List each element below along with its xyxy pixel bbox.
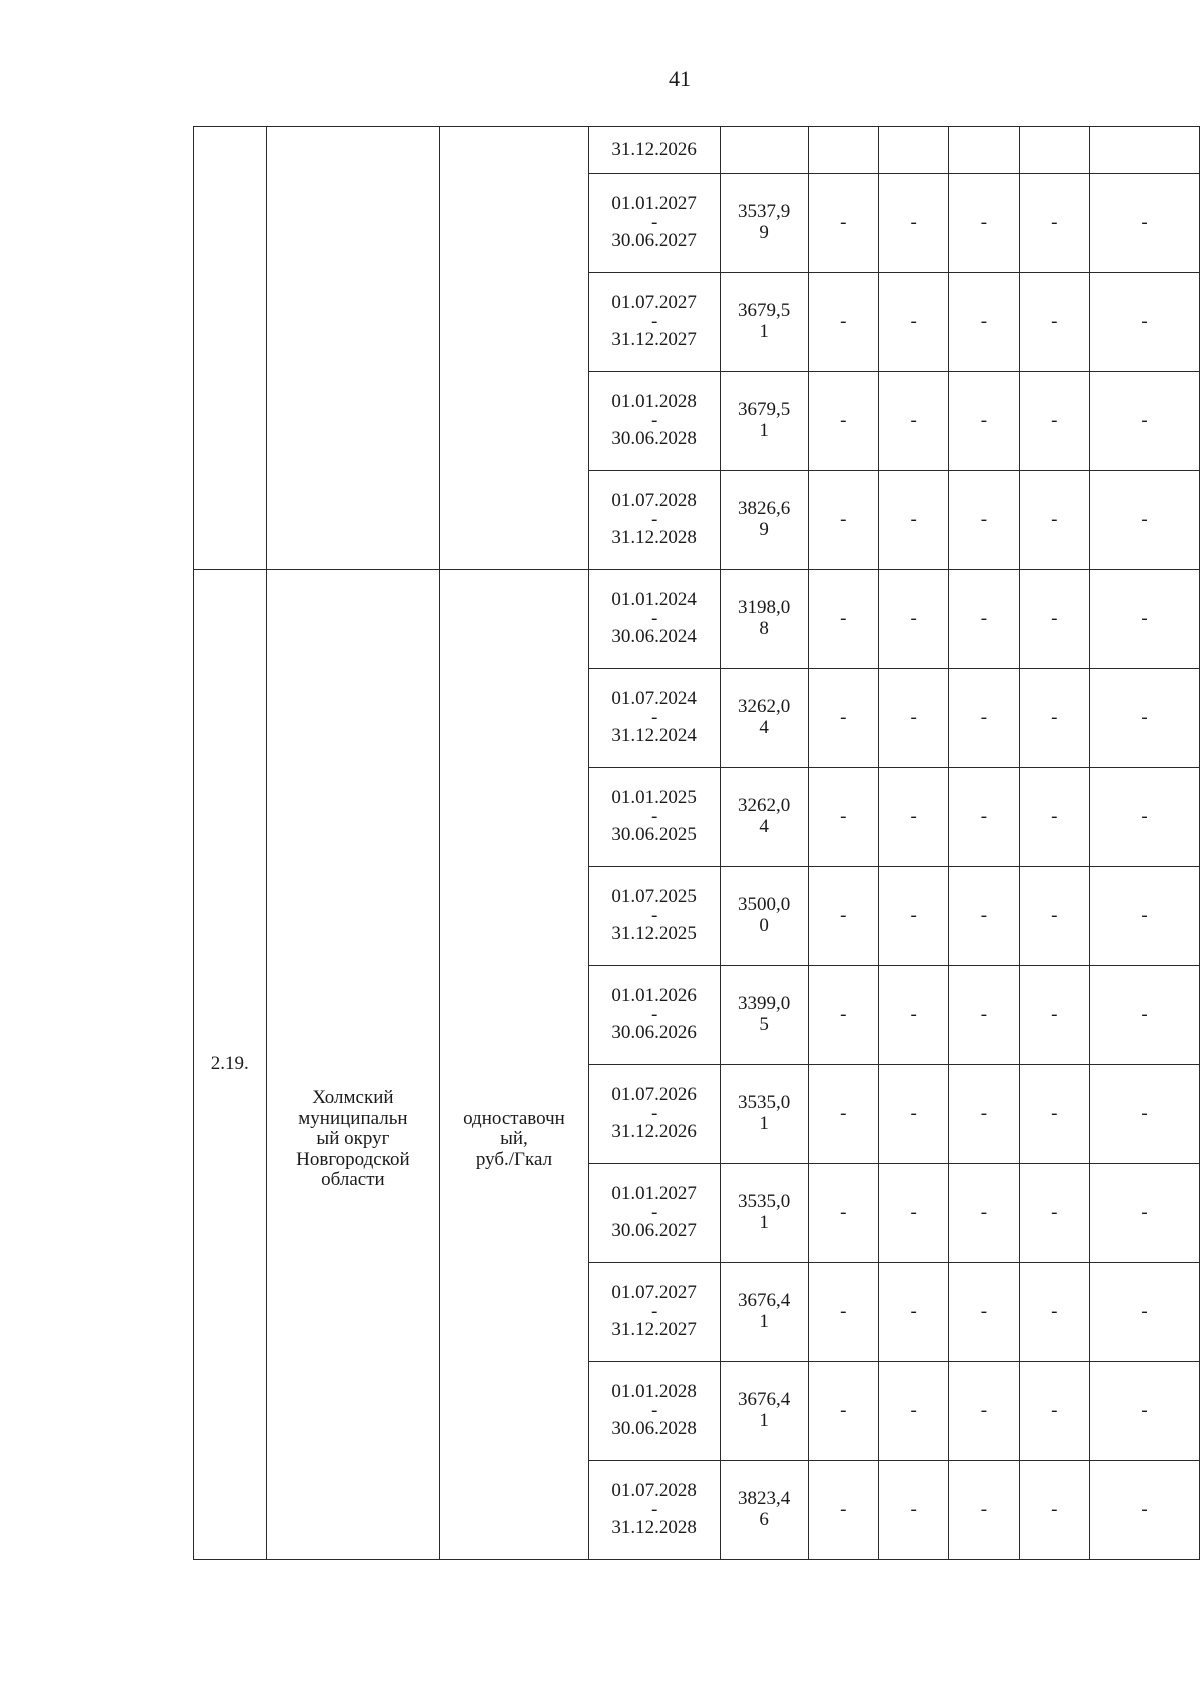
- tariff-value-line1: 3262,0: [737, 696, 791, 718]
- dash-cell: -: [1019, 1065, 1089, 1164]
- tariff-value-line1: 3679,5: [737, 300, 791, 322]
- dash-cell: -: [1019, 1263, 1089, 1362]
- dash-cell: -: [878, 1065, 948, 1164]
- period-cell: [588, 669, 720, 768]
- dash-cell: -: [878, 273, 948, 372]
- period-separator: -: [650, 1103, 658, 1124]
- tariff-value-line2: 8: [759, 618, 769, 639]
- tariff-value-cell: [720, 1461, 808, 1560]
- empty-cell: [720, 127, 808, 174]
- dash-cell: -: [949, 174, 1019, 273]
- dash-cell: -: [878, 174, 948, 273]
- tariff-value-line1: 3500,0: [737, 894, 791, 916]
- period-separator: -: [650, 806, 658, 827]
- tariff-value-line2: 1: [759, 1212, 769, 1233]
- period-cell: [588, 966, 720, 1065]
- dash-cell: -: [878, 1362, 948, 1461]
- dash-cell: -: [1090, 966, 1200, 1065]
- tariff-value-cell: [720, 471, 808, 570]
- continued-number-cell: [194, 127, 267, 570]
- tariff-value-line1: 3679,5: [737, 399, 791, 421]
- dash-cell: -: [808, 273, 878, 372]
- period-start: 01.07.2024: [611, 688, 697, 710]
- tariff-value-line2: 6: [759, 1509, 769, 1530]
- dash-cell: -: [949, 1164, 1019, 1263]
- empty-cell: [878, 127, 948, 174]
- dash-cell: -: [1090, 1461, 1200, 1560]
- tariff-value-line1: 3535,0: [737, 1191, 791, 1213]
- period-separator: -: [650, 608, 658, 629]
- tariff-value-cell: [720, 669, 808, 768]
- period-cell: [588, 1164, 720, 1263]
- period-cell: [588, 1065, 720, 1164]
- tariff-value-cell: [720, 867, 808, 966]
- period-separator: -: [650, 1499, 658, 1520]
- period-separator: -: [650, 311, 658, 332]
- dash-cell: -: [808, 471, 878, 570]
- period-start: 01.01.2026: [611, 985, 697, 1007]
- tariff-value-cell: [720, 966, 808, 1065]
- tariff-value-line1: 3676,4: [737, 1389, 791, 1411]
- dash-cell: -: [1019, 570, 1089, 669]
- dash-cell: -: [808, 867, 878, 966]
- period-end: 31.12.2027: [611, 1319, 697, 1340]
- dash-cell: -: [949, 867, 1019, 966]
- dash-cell: -: [808, 768, 878, 867]
- dash-cell: -: [949, 273, 1019, 372]
- period-start: 01.01.2024: [611, 589, 697, 611]
- dash-cell: -: [949, 1362, 1019, 1461]
- period-end: 30.06.2028: [611, 428, 697, 449]
- period-cell: [588, 1263, 720, 1362]
- tariff-value-cell: [720, 768, 808, 867]
- tariff-value-line1: 3198,0: [737, 597, 791, 619]
- continued-organization-cell: [266, 127, 440, 570]
- period-start: 01.07.2026: [611, 1084, 697, 1106]
- period-start: 01.07.2025: [611, 886, 697, 908]
- dash-cell: -: [808, 966, 878, 1065]
- empty-cell: [1090, 127, 1200, 174]
- tariff-value-line2: 4: [759, 816, 769, 837]
- dash-cell: -: [1019, 768, 1089, 867]
- organization-name-line: области: [321, 1169, 385, 1191]
- dash-cell: -: [1090, 1362, 1200, 1461]
- dash-cell: -: [1090, 1164, 1200, 1263]
- tariff-value-line2: 4: [759, 717, 769, 738]
- period-separator: -: [650, 905, 658, 926]
- dash-cell: -: [1090, 1263, 1200, 1362]
- page-number: 41: [669, 66, 691, 91]
- dash-cell: -: [1090, 174, 1200, 273]
- dash-cell: -: [1090, 273, 1200, 372]
- tariff-value-line1: 3676,4: [737, 1290, 791, 1312]
- table-row: [194, 127, 1200, 174]
- dash-cell: -: [878, 768, 948, 867]
- tariff-value-line1: 3535,0: [737, 1092, 791, 1114]
- period-separator: -: [650, 1301, 658, 1322]
- organization-name-line: Холмский: [312, 1087, 394, 1109]
- dash-cell: -: [949, 966, 1019, 1065]
- tariff-value-cell: [720, 1164, 808, 1263]
- period-start: 01.01.2027: [611, 193, 697, 215]
- tariff-value-line1: 3262,0: [737, 795, 791, 817]
- rate-type-line: одноставочн: [463, 1107, 565, 1129]
- tariff-value-line2: 1: [759, 1113, 769, 1134]
- organization-name: [266, 570, 440, 1560]
- period-cell: [588, 768, 720, 867]
- empty-cell: [808, 127, 878, 174]
- period-end: 31.12.2028: [611, 1517, 697, 1538]
- dash-cell: -: [878, 1164, 948, 1263]
- empty-cell: [1019, 127, 1089, 174]
- table-row: [194, 570, 1200, 669]
- period-separator: -: [650, 707, 658, 728]
- dash-cell: -: [1019, 174, 1089, 273]
- tariff-value-line1: 3826,6: [737, 498, 791, 520]
- tariff-value-line2: 1: [759, 1410, 769, 1431]
- dash-cell: -: [878, 570, 948, 669]
- dash-cell: -: [1019, 1164, 1089, 1263]
- period-separator: -: [650, 410, 658, 431]
- dash-cell: -: [949, 1065, 1019, 1164]
- tariff-value-line1: 3399,0: [737, 993, 791, 1015]
- period-end: 31.12.2028: [611, 527, 697, 548]
- period-end: 31.12.2025: [611, 923, 697, 944]
- dash-cell: -: [1019, 471, 1089, 570]
- dash-cell: -: [949, 471, 1019, 570]
- period-end: 30.06.2024: [611, 626, 697, 647]
- tariff-value-line1: 3537,9: [737, 201, 791, 223]
- dash-cell: -: [808, 1263, 878, 1362]
- tariff-value-cell: [720, 372, 808, 471]
- dash-cell: -: [1019, 1362, 1089, 1461]
- dash-cell: -: [808, 1362, 878, 1461]
- period-start: 01.07.2028: [611, 1480, 697, 1502]
- period-cell: [588, 273, 720, 372]
- dash-cell: -: [878, 1461, 948, 1560]
- period-start: 01.07.2027: [611, 1282, 697, 1304]
- organization-name-line: Новгородской: [296, 1148, 410, 1170]
- period-separator: -: [650, 212, 658, 233]
- tariff-value-line2: 9: [759, 222, 769, 243]
- period-separator: -: [650, 509, 658, 530]
- period-end: 31.12.2024: [611, 725, 697, 746]
- period-end: 30.06.2027: [611, 230, 697, 251]
- tariff-value-cell: [720, 1263, 808, 1362]
- period-start: 01.01.2027: [611, 1183, 697, 1205]
- dash-cell: -: [808, 669, 878, 768]
- table-body: [194, 127, 1200, 1560]
- tariff-value-cell: [720, 273, 808, 372]
- tariff-value-cell: [720, 174, 808, 273]
- dash-cell: -: [878, 471, 948, 570]
- tariff-value-line2: 9: [759, 519, 769, 540]
- dash-cell: -: [1090, 669, 1200, 768]
- tariff-value-line2: 1: [759, 1311, 769, 1332]
- period-start: 01.01.2028: [611, 1381, 697, 1403]
- dash-cell: -: [1019, 669, 1089, 768]
- dash-cell: -: [949, 1263, 1019, 1362]
- dash-cell: -: [949, 669, 1019, 768]
- dash-cell: -: [808, 1164, 878, 1263]
- dash-cell: -: [1090, 867, 1200, 966]
- dash-cell: -: [1090, 570, 1200, 669]
- tariff-value-line2: 0: [759, 915, 769, 936]
- dash-cell: -: [878, 1263, 948, 1362]
- rate-type: [440, 570, 588, 1560]
- period-cell: [588, 174, 720, 273]
- row-number: 2.19.: [194, 570, 267, 1560]
- dash-cell: -: [1090, 471, 1200, 570]
- organization-name-line: ый округ: [316, 1128, 390, 1150]
- tariff-value-cell: [720, 1362, 808, 1461]
- dash-cell: -: [1019, 867, 1089, 966]
- period-separator: -: [650, 1202, 658, 1223]
- period-end: 31.12.2026: [611, 1121, 697, 1142]
- dash-cell: -: [949, 570, 1019, 669]
- dash-cell: -: [878, 867, 948, 966]
- period-separator: -: [650, 1004, 658, 1025]
- dash-cell: -: [1019, 966, 1089, 1065]
- dash-cell: -: [1090, 1065, 1200, 1164]
- rate-type-line: ый,: [500, 1128, 528, 1150]
- continued-rate-type-cell: [440, 127, 588, 570]
- dash-cell: -: [949, 768, 1019, 867]
- tariff-value-cell: [720, 570, 808, 669]
- dash-cell: -: [949, 1461, 1019, 1560]
- period-end: 31.12.2026: [611, 138, 697, 160]
- period-start: 01.07.2028: [611, 490, 697, 512]
- period-cell: [588, 471, 720, 570]
- dash-cell: -: [949, 372, 1019, 471]
- period-end: 31.12.2027: [611, 329, 697, 350]
- dash-cell: -: [808, 372, 878, 471]
- period-cell: [588, 372, 720, 471]
- dash-cell: -: [1019, 1461, 1089, 1560]
- dash-cell: -: [1090, 768, 1200, 867]
- dash-cell: -: [1019, 273, 1089, 372]
- rate-type-line: руб./Гкал: [475, 1148, 553, 1170]
- period-cell: [588, 867, 720, 966]
- period-cell: [588, 1362, 720, 1461]
- period-cell: [588, 127, 720, 174]
- tariff-value-cell: [720, 1065, 808, 1164]
- tariff-value-line1: 3823,4: [737, 1488, 791, 1510]
- dash-cell: -: [808, 174, 878, 273]
- period-separator: -: [650, 1400, 658, 1421]
- dash-cell: -: [808, 570, 878, 669]
- period-end: 30.06.2025: [611, 824, 697, 845]
- period-cell: [588, 1461, 720, 1560]
- dash-cell: -: [808, 1461, 878, 1560]
- dash-cell: -: [808, 1065, 878, 1164]
- dash-cell: -: [1090, 372, 1200, 471]
- dash-cell: -: [1019, 372, 1089, 471]
- period-end: 30.06.2027: [611, 1220, 697, 1241]
- period-start: 01.01.2025: [611, 787, 697, 809]
- tariff-value-line2: 1: [759, 321, 769, 342]
- tariff-value-line2: 1: [759, 420, 769, 441]
- period-start: 01.01.2028: [611, 391, 697, 413]
- organization-name-line: муниципальн: [298, 1107, 408, 1129]
- period-end: 30.06.2026: [611, 1022, 697, 1043]
- empty-cell: [949, 127, 1019, 174]
- tariff-value-line2: 5: [759, 1014, 769, 1035]
- period-start: 01.07.2027: [611, 292, 697, 314]
- tariff-table: [193, 126, 1200, 1560]
- dash-cell: -: [878, 669, 948, 768]
- dash-cell: -: [878, 966, 948, 1065]
- period-end: 30.06.2028: [611, 1418, 697, 1439]
- period-cell: [588, 570, 720, 669]
- dash-cell: -: [878, 372, 948, 471]
